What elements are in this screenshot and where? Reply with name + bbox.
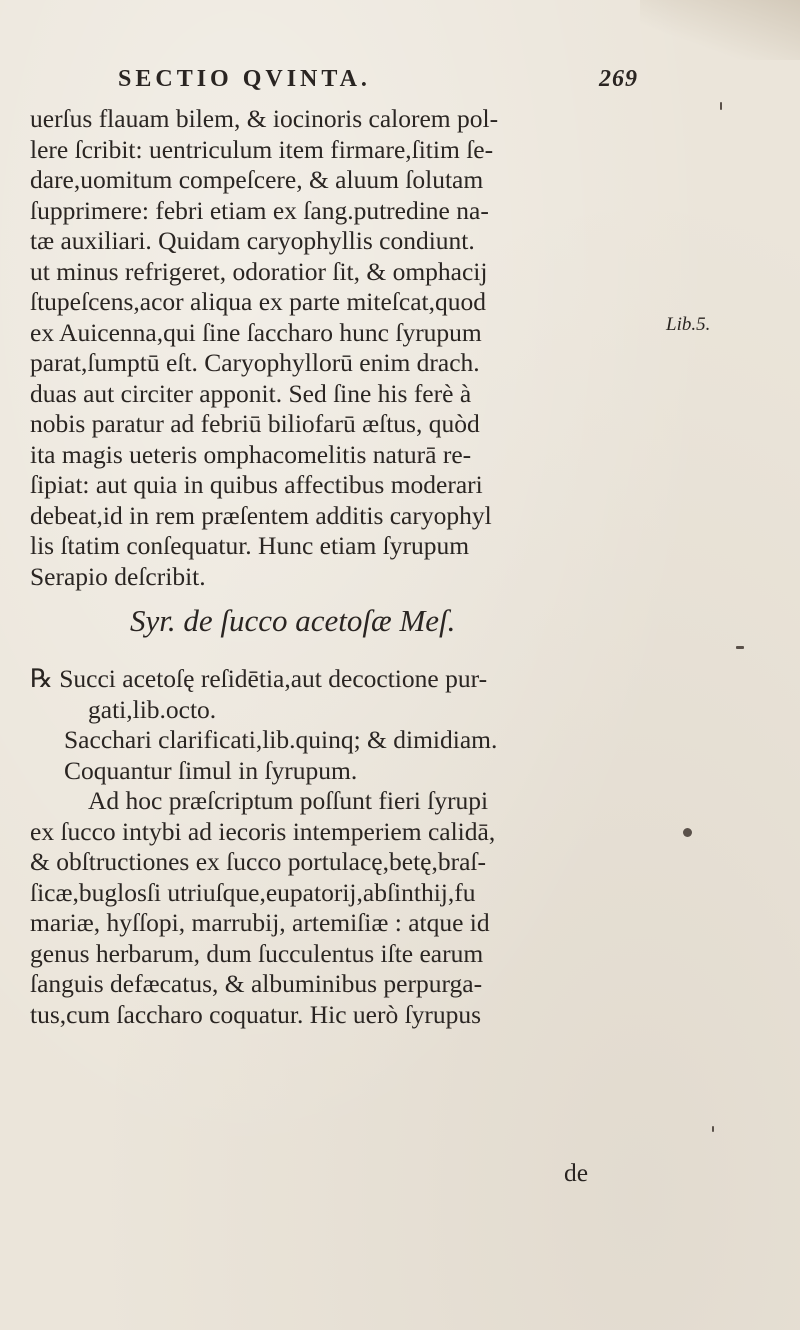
text-line: ut minus refrigeret, odoratior ſit, & omphacij <box>30 256 488 286</box>
page-header <box>118 66 638 100</box>
text-line: ex ſucco intybi ad iecoris intemperiem calidā, <box>30 816 496 846</box>
text-line: tus,cum ſaccharo coquatur. Hic uerò ſyrupus <box>30 999 482 1029</box>
text-line: ſtupeſcens,acor aliqua ex parte miteſcat,quod <box>30 287 486 316</box>
recipe-line: Coquantur ſimul in ſyrupum. <box>64 755 358 785</box>
text-line: ſicæ,buglosſi utriuſque,eupatorij,abſinthij,fu <box>30 877 476 907</box>
text-line: genus herbarum, dum ſucculentus iſte earum <box>30 938 484 968</box>
main-text-block <box>30 104 630 1030</box>
recipe-heading: Syr. de ſucco acetoſæ Meſ. <box>130 603 456 638</box>
page-corner-shadow <box>640 0 800 60</box>
recipe-line: gati,lib.octo. <box>88 694 217 724</box>
text-line: debeat,id in rem præſentem additis caryophyl <box>30 500 492 530</box>
ink-speck <box>736 646 744 649</box>
text-line: lis ſtatim conſequatur. Hunc etiam ſyrupum <box>30 531 470 560</box>
text-line: Serapio deſcribit. <box>30 561 206 591</box>
ink-speck <box>712 1126 714 1132</box>
text-line: duas aut circiter apponit. Sed ſine his ferè à <box>30 378 472 408</box>
text-line: & obſtructiones ex ſucco portulacę,betę,braſ- <box>30 847 486 876</box>
text-line: lere ſcribit: uentriculum item firmare,ſitim ſe- <box>30 134 494 164</box>
text-line: Ad hoc præſcriptum poſſunt fieri ſyrupi <box>88 786 489 815</box>
text-line: ex Auicenna,qui ſine ſaccharo hunc ſyrupum <box>30 317 482 347</box>
recipe-line: Sacchari clarificati,lib.quinq; & dimidiam. <box>64 725 498 754</box>
ink-speck <box>720 102 722 110</box>
marginal-note: Lib.5. <box>666 314 711 335</box>
text-line: dare,uomitum compeſcere, & aluum ſolutam <box>30 165 484 194</box>
text-line: mariæ, hyſſopi, marrubij, artemiſiæ : atque id <box>30 908 490 937</box>
recipe-line: ℞ Succi acetoſę reſidētia,aut decoctione pur- <box>30 664 488 693</box>
text-line: nobis paratur ad febriū biliofarū æſtus, quòd <box>30 409 480 438</box>
ink-speck <box>683 828 692 837</box>
text-line: parat,ſumptū eſt. Caryophyllorū enim drach. <box>30 348 480 377</box>
text-line: ſipiat: aut quia in quibus affectibus moderari <box>30 470 483 499</box>
text-line: ſupprimere: febri etiam ex ſang.putredine na- <box>30 195 489 225</box>
text-line: tæ auxiliari. Quidam caryophyllis condiunt. <box>30 226 475 255</box>
text-line: ita magis ueteris omphacomelitis naturā re- <box>30 439 472 469</box>
text-line: uerſus flauam bilem, & iocinoris calorem pol- <box>30 104 499 133</box>
text-line: ſanguis defæcatus, & albuminibus perpurga- <box>30 969 483 998</box>
page-number: 269 <box>599 66 638 92</box>
running-head: SECTIO QVINTA. <box>118 66 371 92</box>
catchword: de <box>564 1158 589 1187</box>
